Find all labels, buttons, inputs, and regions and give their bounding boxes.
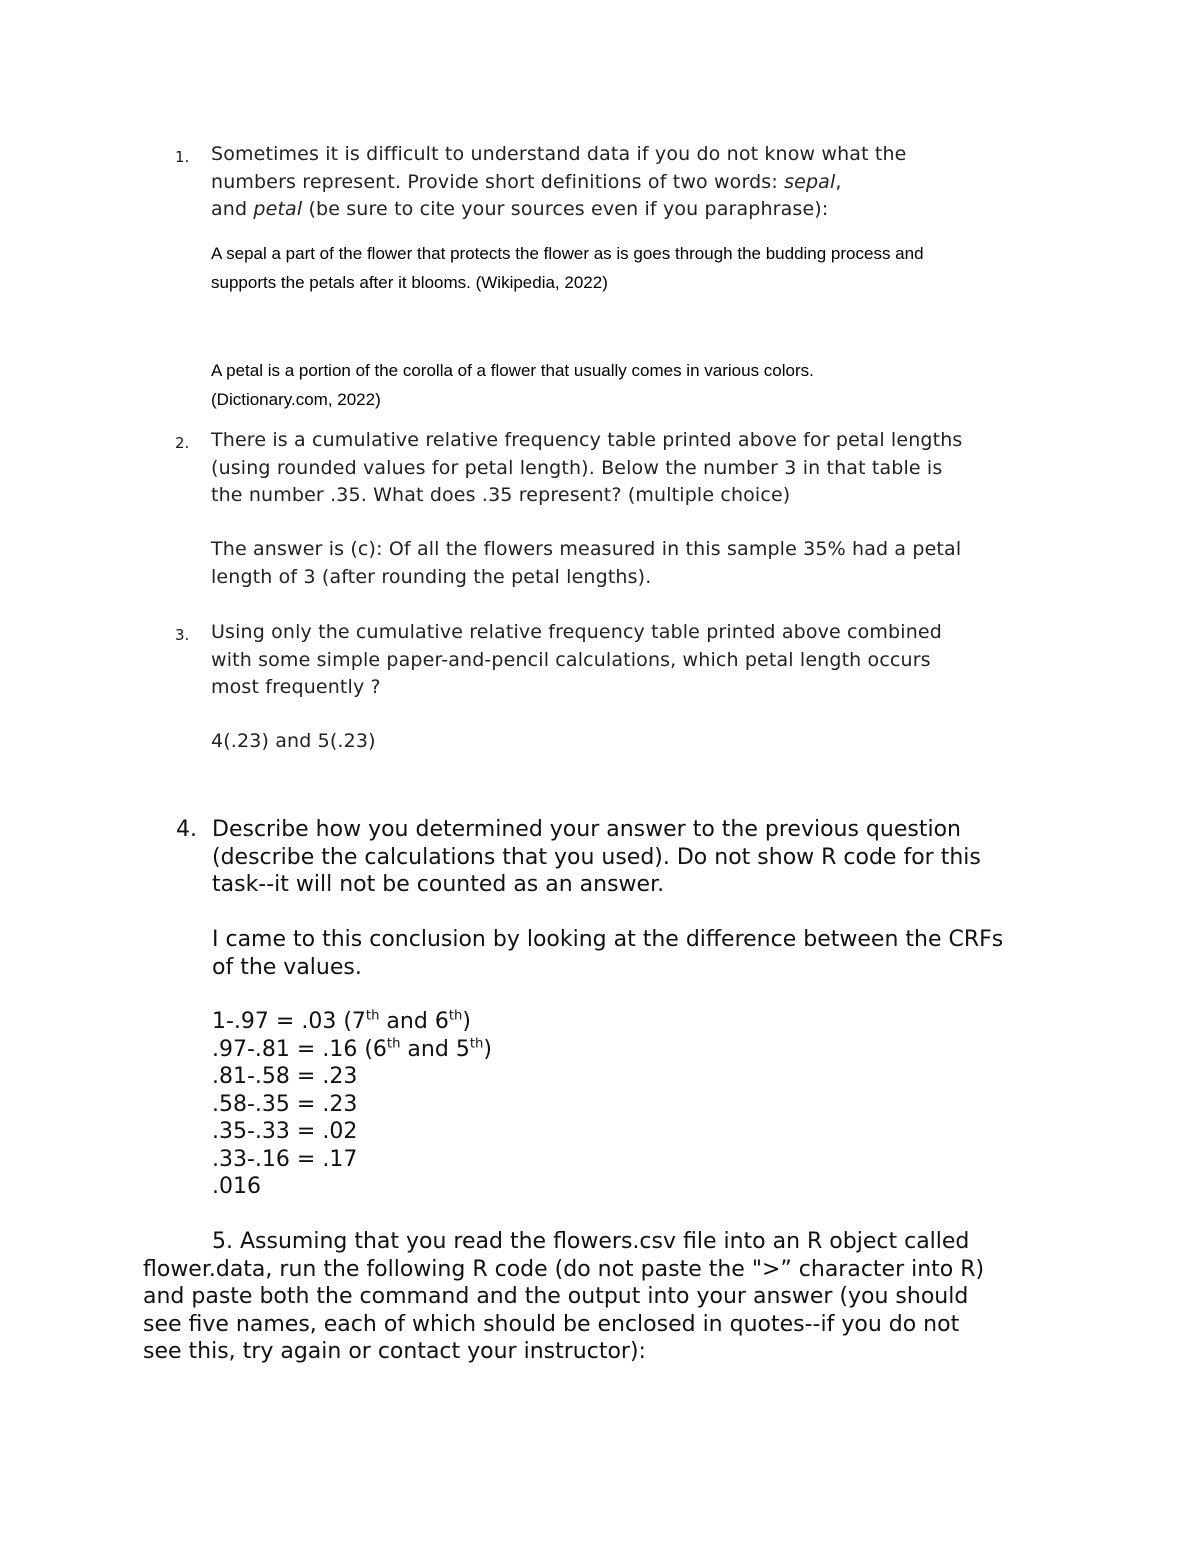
q4-calc-7: .016 xyxy=(212,1174,261,1199)
q1-line1: Sometimes it is difficult to understand data if you do not know what the xyxy=(211,143,907,165)
q4-answer xyxy=(212,926,1003,981)
q4-number: 4. xyxy=(176,817,197,842)
q2-answer-line2: length of 3 (after rounding the petal lengths). xyxy=(211,565,652,588)
q2-line1: There is a cumulative relative frequency table printed above for petal lengths xyxy=(211,429,963,451)
q5-line1: 5. Assuming that you read the flowers.csv file into an R object called xyxy=(212,1229,970,1254)
q1-term-petal: petal xyxy=(253,198,303,220)
q4-calc-4: .58-.35 = .23 xyxy=(212,1091,358,1117)
q1-question xyxy=(211,141,907,224)
q4-calc-2 xyxy=(212,1036,492,1064)
q4-calc-3: .81-.58 = .23 xyxy=(212,1064,358,1089)
q1-line2-punct: , xyxy=(835,170,842,193)
q1-term-sepal: sepal xyxy=(784,170,836,193)
q5-line4: see five names, each of which should be enclosed in quotes--if you do not xyxy=(143,1311,960,1337)
q1-line2 xyxy=(211,169,907,197)
q3-line2: with some simple paper-and-pencil calculations, which petal length occurs xyxy=(211,648,931,671)
q5-question xyxy=(143,1228,984,1366)
q5-line3: and paste both the command and the output into your answer (you should xyxy=(143,1284,969,1309)
q5-line2: flower.data, run the following R code (do not paste the ">” character into R) xyxy=(143,1256,985,1282)
q4-line1: Describe how you determined your answer to the previous question xyxy=(212,817,961,842)
q2-answer-line1: The answer is (c): Of all the flowers measured in this sample 35% had a petal xyxy=(211,538,962,560)
q4-answer-line2: of the values. xyxy=(212,954,362,980)
q3-answer: 4(.23) and 5(.23) xyxy=(211,730,376,752)
q3-line3: most frequently ? xyxy=(211,676,381,698)
q1-line3 xyxy=(211,196,907,224)
q4-calc-1-c: ) xyxy=(462,1009,471,1034)
q2-question xyxy=(211,427,962,510)
q4-calc-1 xyxy=(212,1008,492,1036)
q3-question xyxy=(211,619,942,702)
q4-calc-5: .35-.33 = .02 xyxy=(212,1119,358,1144)
q1-answer-sepal xyxy=(211,239,924,297)
q2-number: 2. xyxy=(175,434,190,452)
q4-question xyxy=(212,816,981,899)
q4-answer-line1: I came to this conclusion by looking at the difference between the CRFs xyxy=(212,927,1004,952)
q4-calc-1-a: 1-.97 = .03 (7 xyxy=(212,1009,366,1034)
q4-calc-2-sup2: th xyxy=(469,1036,484,1052)
q1-answer-sepal-line1: A sepal a part of the flower that protects the flower as is goes through the budding process and xyxy=(211,244,924,263)
q2-line3: the number .35. What does .35 represent? (multiple choice) xyxy=(211,484,791,506)
q4-line3: task--it will not be counted as an answer. xyxy=(212,872,665,897)
q2-line2: (using rounded values for petal length). Below the number 3 in that table is xyxy=(211,456,943,479)
q3-number: 3. xyxy=(175,626,190,644)
q4-calc-2-sup1: th xyxy=(386,1036,401,1052)
q4-calc-2-a: .97-.81 = .16 (6 xyxy=(212,1036,387,1062)
q4-calc-1-sup2: th xyxy=(448,1008,463,1024)
q4-calc-1-sup1: th xyxy=(365,1008,380,1024)
q1-line2-text: numbers represent. Provide short definitions of two words: xyxy=(211,170,785,193)
q4-line2: (describe the calculations that you used). Do not show R code for this xyxy=(212,844,981,870)
q1-line3-text: and xyxy=(211,198,254,220)
q1-line3-rest: (be sure to cite your sources even if you paraphrase): xyxy=(302,198,829,220)
q1-answer-petal-line1: A petal is a portion of the corolla of a flower that usually comes in various colors. xyxy=(211,361,814,380)
q2-answer xyxy=(211,536,961,591)
q4-calc-2-b: and 5 xyxy=(400,1036,470,1062)
q1-answer-sepal-line2: supports the petals after it blooms. (Wikipedia, 2022) xyxy=(211,273,608,292)
q5-line5: see this, try again or contact your instructor): xyxy=(143,1339,646,1364)
q4-calculations xyxy=(212,1008,492,1201)
q4-calc-1-b: and 6 xyxy=(379,1009,449,1034)
q1-number: 1. xyxy=(175,148,190,166)
q1-answer-petal xyxy=(211,356,814,414)
q4-calc-6: .33-.16 = .17 xyxy=(212,1146,358,1172)
q3-line1: Using only the cumulative relative frequency table printed above combined xyxy=(211,621,942,643)
q1-answer-petal-line2: (Dictionary.com, 2022) xyxy=(211,390,381,409)
q4-calc-2-c: ) xyxy=(483,1036,492,1062)
